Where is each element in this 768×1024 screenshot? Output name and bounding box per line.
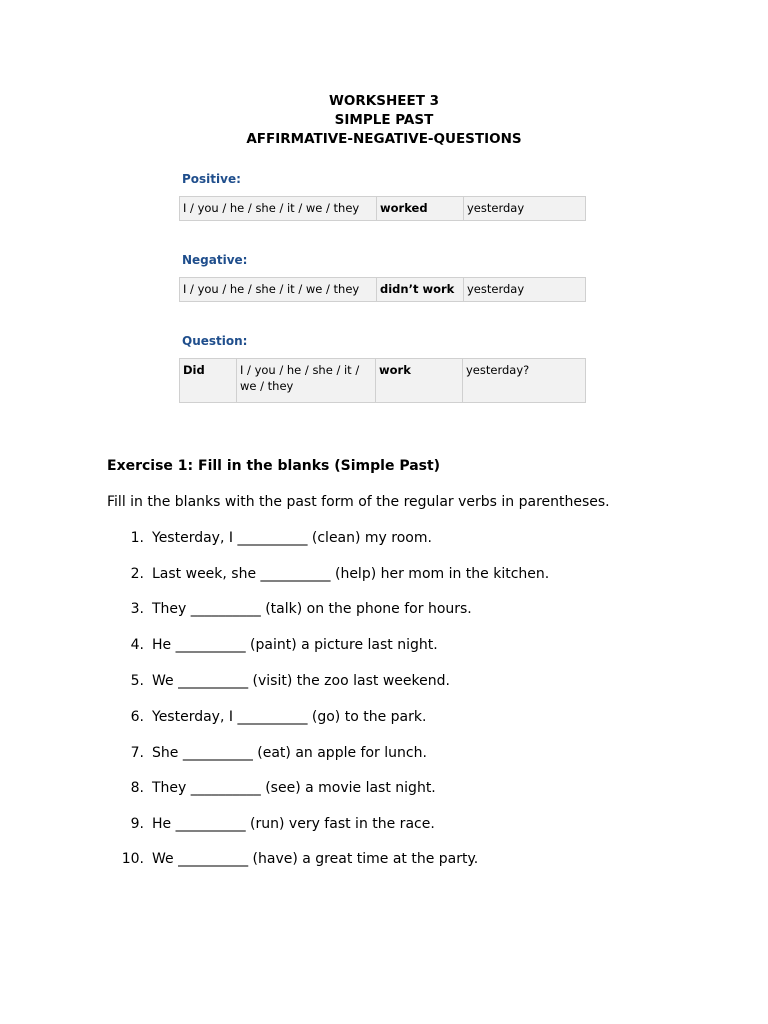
question-table <box>179 358 586 403</box>
time-cell: yesterday <box>464 278 586 302</box>
item-number: 6. <box>130 709 144 725</box>
subject-cell: I / you / he / she / it / we / they <box>180 197 377 221</box>
item-number: 10. <box>121 851 144 867</box>
negative-table <box>179 277 586 302</box>
worksheet-title: WORKSHEET 3 <box>329 93 439 109</box>
item-text: She __________ (eat) an apple for lunch. <box>152 745 427 761</box>
worksheet-topic: AFFIRMATIVE-NEGATIVE-QUESTIONS <box>246 131 522 147</box>
positive-table <box>179 196 586 221</box>
worksheet-header <box>0 92 768 149</box>
table-row <box>180 278 586 302</box>
worksheet-subtitle: SIMPLE PAST <box>334 112 434 128</box>
item-number: 4. <box>130 637 144 653</box>
time-cell: yesterday? <box>463 359 586 403</box>
subject-cell: I / you / he / she / it / we / they <box>237 359 376 403</box>
item-text: They __________ (see) a movie last night. <box>152 780 436 796</box>
item-text: Yesterday, I __________ (go) to the park. <box>152 709 427 725</box>
aux-cell: Did <box>180 359 237 403</box>
time-cell: yesterday <box>464 197 586 221</box>
item-number: 3. <box>130 601 144 617</box>
item-number: 2. <box>130 566 144 582</box>
item-text: Yesterday, I __________ (clean) my room. <box>152 530 432 546</box>
verb-cell: didn’t work <box>377 278 464 302</box>
table-row <box>180 359 586 403</box>
item-number: 1. <box>130 530 144 546</box>
subject-cell: I / you / he / she / it / we / they <box>180 278 377 302</box>
verb-cell: work <box>376 359 463 403</box>
exercise-title: Exercise 1: Fill in the blanks (Simple Past) <box>107 458 441 474</box>
item-text: He __________ (paint) a picture last night. <box>152 637 438 653</box>
question-label: Question: <box>182 334 248 348</box>
item-text: He __________ (run) very fast in the race. <box>152 816 435 832</box>
item-number: 7. <box>130 745 144 761</box>
item-number: 5. <box>130 673 144 689</box>
item-number: 9. <box>130 816 144 832</box>
item-text: They __________ (talk) on the phone for hours. <box>152 601 472 617</box>
exercise-instruction: Fill in the blanks with the past form of the regular verbs in parentheses. <box>107 494 610 510</box>
item-text: We __________ (have) a great time at the party. <box>152 851 479 867</box>
negative-label: Negative: <box>182 253 248 267</box>
positive-label: Positive: <box>182 172 241 186</box>
table-row <box>180 197 586 221</box>
item-text: Last week, she __________ (help) her mom in the kitchen. <box>152 566 550 582</box>
item-number: 8. <box>130 780 144 796</box>
item-text: We __________ (visit) the zoo last weekend. <box>152 673 450 689</box>
verb-cell: worked <box>377 197 464 221</box>
